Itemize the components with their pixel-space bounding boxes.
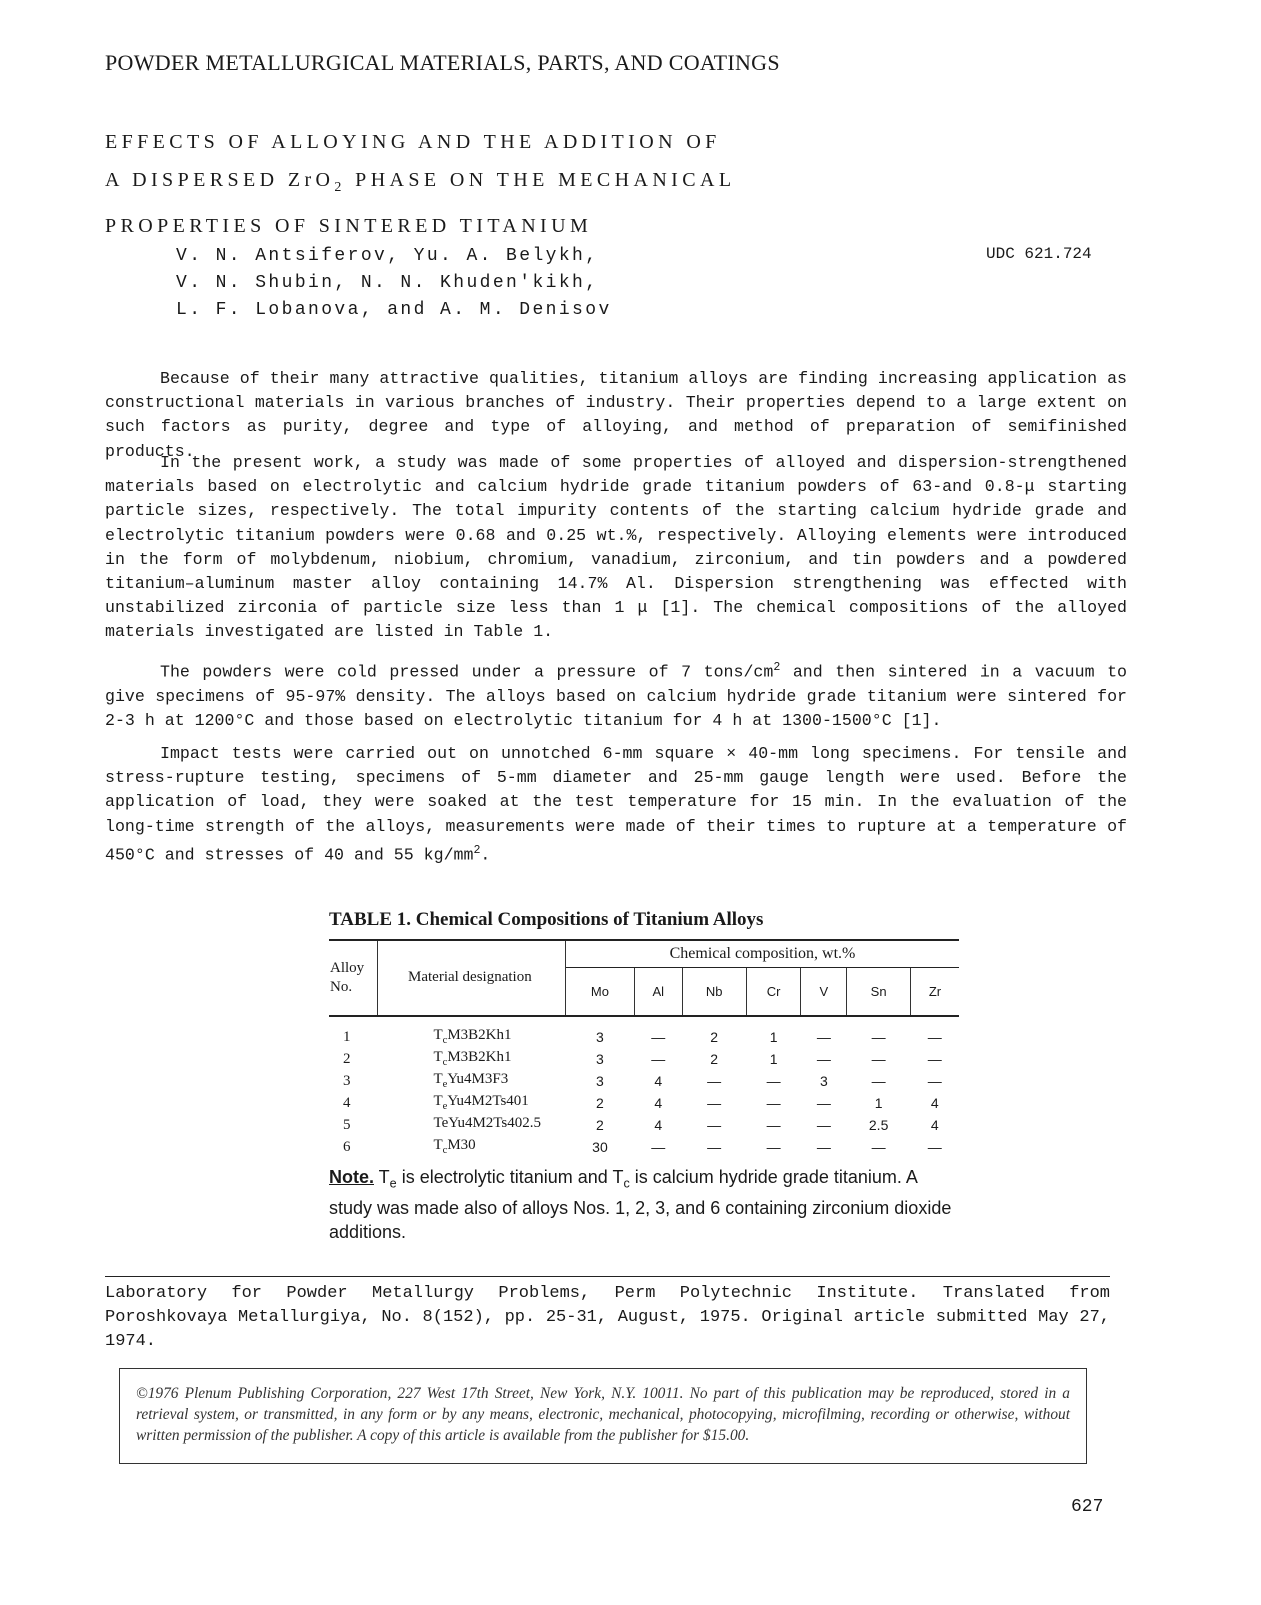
table-row <box>329 1137 959 1159</box>
title-line-1: EFFECTS OF ALLOYING AND THE ADDITION OF <box>105 131 721 153</box>
alloy-number: 2 <box>343 1051 351 1067</box>
col-header-element: Nb <box>682 968 746 1016</box>
composition-value: — <box>766 1095 781 1111</box>
alloy-number: 1 <box>343 1029 351 1045</box>
composition-value: — <box>927 1139 942 1155</box>
composition-value: — <box>927 1029 942 1045</box>
material-designation: $T_eYu4M3F3$ <box>433 1070 509 1090</box>
affiliation-footnote: Laboratory for Powder Metallurgy Problems, Perm Polytechnic Institute. Translated from Poroshkovaya Metallurgiya, No. 8(152), pp. 25-31, August, 1975. Original article submitted May 27, 1974. <box>105 1284 1110 1351</box>
author-line: V. N. Antsiferov, Yu. A. Belykh, <box>176 246 599 266</box>
composition-value: — <box>816 1117 831 1133</box>
col-header-element: Zr <box>910 968 959 1016</box>
composition-value: — <box>707 1095 722 1111</box>
composition-value: — <box>766 1117 781 1133</box>
table-note: Note. $T_e$ is electrolytic titanium and $T_c$ is calcium hydride grade titanium. A study was made also of alloys Nos. 1, 2, 3, and 6 containing zirconium dioxide additions. <box>329 1167 952 1242</box>
composition-value: 2 <box>596 1095 604 1111</box>
author-line: V. N. Shubin, N. N. Khuden'kikh, <box>176 273 599 293</box>
col-header-element: Sn <box>847 968 911 1016</box>
copyright-box: ©1976 Plenum Publishing Corporation, 227 West 17th Street, New York, N.Y. 10011. No part of this publication may be reproduced, stored in a retrieval system, or transmitted, in any form or by any means, electronic, mechanical, photocopying, microfilming, recording or otherwise, without written permission of the publisher. A copy of this article is available from the publisher for $15.00. <box>119 1368 1087 1464</box>
udc-code: UDC 621.724 <box>986 245 1092 263</box>
note-label: Note. <box>329 1167 374 1187</box>
composition-table <box>329 939 959 1159</box>
composition-value: 3 <box>596 1029 604 1045</box>
composition-value: — <box>927 1073 942 1089</box>
composition-value: — <box>766 1073 781 1089</box>
paragraph-pressing: The powders were cold pressed under a pressure of 7 tons/$cm^2$ and then sintered in a vacuum to give specimens of 95-97% density. The alloys based on calcium hydride grade titanium were sintered for 2-3 h at 1200°C and those based on electrolytic titanium for 4 h at 1300-1500°C [1]. <box>105 661 1127 730</box>
composition-value: 3 <box>596 1051 604 1067</box>
material-designation: $T_cM30$ <box>433 1136 476 1156</box>
col-header-element: Cr <box>746 968 801 1016</box>
col-header-element: V <box>801 968 847 1016</box>
composition-value: 30 <box>592 1139 608 1155</box>
composition-value: 2.5 <box>868 1117 889 1133</box>
table-row <box>329 1093 959 1115</box>
table-row <box>329 1016 959 1049</box>
title-line-2: A DISPERSED ZrO$_2$ PHASE ON THE MECHANICAL <box>105 169 736 195</box>
composition-value: 4 <box>930 1117 939 1133</box>
composition-value: — <box>927 1051 942 1067</box>
composition-value: — <box>871 1073 886 1089</box>
composition-value: 4 <box>654 1117 663 1133</box>
composition-value: 1 <box>874 1095 883 1111</box>
composition-value: — <box>816 1139 831 1155</box>
col-header-material: Material designation <box>378 940 566 1016</box>
composition-value: 2 <box>596 1117 604 1133</box>
table-title: TABLE 1. Chemical Compositions of Titanium Alloys <box>329 909 764 930</box>
composition-value: 3 <box>819 1073 828 1089</box>
composition-value: 4 <box>654 1073 663 1089</box>
col-header-element: Mo <box>566 968 635 1016</box>
composition-value: — <box>816 1095 831 1111</box>
composition-value: 4 <box>654 1095 663 1111</box>
paragraph-materials: In the present work, a study was made of some properties of alloyed and dispersion-strengthened materials based on electrolytic and calcium hydride grade titanium powders of 63-and 0.8-μ starting particle sizes, respectively. The total impurity contents of the starting calcium hydride grade and electrolytic titanium powders were 0.68 and 0.25 wt.%, respectively. Alloying elements were introduced in the form of molybdenum, niobium, chromium, vanadium, zirconium, and tin powders and a powdered titanium–aluminum master alloy containing 14.7% Al. Dispersion strengthening was effected with unstabilized zirconia of particle size less than 1 μ [1]. The chemical compositions of the alloyed materials investigated are listed in Table 1. <box>105 453 1127 642</box>
col-header-composition: Chemical composition, wt.% <box>566 940 960 968</box>
material-designation: $T_eYu4M2Ts401$ <box>433 1092 529 1112</box>
composition-value: — <box>816 1029 831 1045</box>
table-row <box>329 1115 959 1137</box>
footnote-divider <box>105 1276 1110 1277</box>
col-header-alloy: Alloy No. <box>329 940 378 1016</box>
paragraph-testing: Impact tests were carried out on unnotched 6-mm square × 40-mm long specimens. For tensile and stress-rupture testing, specimens of 5-mm diameter and 25-mm gauge length were used. Before the application of load, they were soaked at the test temperature for 15 min. In the evaluation of the long-time strength of the alloys, measurements were made of their times to rupture at a temperature of 450°C and stresses of 40 and 55 $kg/mm^2$. <box>105 744 1127 865</box>
composition-value: 3 <box>596 1073 604 1089</box>
alloy-number: 4 <box>343 1095 351 1111</box>
composition-value: — <box>651 1139 666 1155</box>
material-designation: TeYu4M2Ts402.5 <box>433 1114 541 1131</box>
alloy-number: 6 <box>343 1139 351 1155</box>
composition-value: 2 <box>710 1051 719 1067</box>
table-row <box>329 1071 959 1093</box>
alloy-number: 5 <box>343 1117 351 1133</box>
composition-value: — <box>707 1073 722 1089</box>
article-title <box>105 123 735 245</box>
composition-value: 1 <box>769 1029 778 1045</box>
composition-value: 2 <box>710 1029 719 1045</box>
composition-value: — <box>651 1051 666 1067</box>
composition-value: — <box>871 1139 886 1155</box>
col-header-element: Al <box>634 968 682 1016</box>
author-line: L. F. Lobanova, and A. M. Denisov <box>176 300 612 320</box>
composition-value: — <box>816 1051 831 1067</box>
composition-value: — <box>871 1051 886 1067</box>
composition-value: — <box>707 1117 722 1133</box>
section-heading: POWDER METALLURGICAL MATERIALS, PARTS, AND COATINGS <box>105 50 780 75</box>
material-designation: $T_cM3B2Kh1$ <box>433 1048 512 1068</box>
composition-value: 1 <box>769 1051 778 1067</box>
paragraph-intro: Because of their many attractive qualities, titanium alloys are finding increasing application as constructional materials in various branches of industry. Their properties depend to a large extent on such factors as purity, degree and type of alloying, and method of preparation of semifinished products. <box>105 369 1127 461</box>
composition-value: — <box>871 1029 886 1045</box>
table-row <box>329 1049 959 1071</box>
material-designation: $T_cM3B2Kh1$ <box>433 1026 512 1046</box>
composition-value: — <box>766 1139 781 1155</box>
composition-value: 4 <box>930 1095 939 1111</box>
composition-value: — <box>707 1139 722 1155</box>
page-number: 627 <box>1071 1497 1104 1517</box>
author-list <box>176 243 612 324</box>
title-line-3: PROPERTIES OF SINTERED TITANIUM <box>105 215 593 237</box>
composition-value: — <box>651 1029 666 1045</box>
alloy-number: 3 <box>343 1073 351 1089</box>
